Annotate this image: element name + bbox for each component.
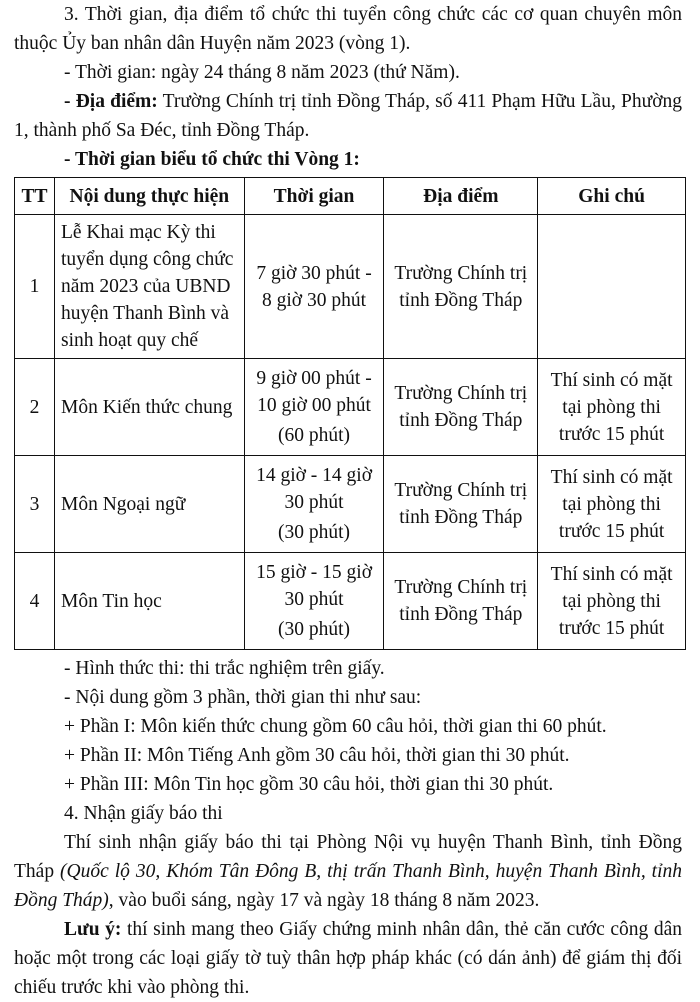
exam-part-2: + Phần II: Môn Tiếng Anh gồm 30 câu hỏi, thời gian thi 30 phút. [64,745,570,766]
location-text: Trường Chính trị tỉnh Đồng Tháp, số 411 Phạm Hữu Lầu, Phường 1, thành phố Sa Đéc, tỉnh Đồng Tháp. [14,91,682,141]
cell-note: Thí sinh có mặt tại phòng thi trước 15 phút [538,553,686,650]
section4-heading: 4. Nhận giấy báo thi [64,803,223,824]
cell-tt: 4 [15,553,55,650]
section4-paragraph [14,828,682,915]
cell-content: Môn Kiến thức chung [54,359,244,456]
cell-place: Trường Chính trị tỉnh Đồng Tháp [384,359,538,456]
schedule-table [14,177,686,650]
location-label: - Địa điểm: [64,91,158,112]
cell-tt: 2 [15,359,55,456]
cell-time [244,553,384,650]
exam-part-3: + Phần III: Môn Tin học gồm 30 câu hỏi, thời gian thi 30 phút. [64,774,554,795]
cell-place: Trường Chính trị tỉnh Đồng Tháp [384,215,538,359]
time-range: 15 giờ - 15 giờ 30 phút [256,562,373,610]
schedule-heading-text: - Thời gian biểu tổ chức thi Vòng 1: [64,149,360,170]
cell-place: Trường Chính trị tỉnh Đồng Tháp [384,553,538,650]
cell-tt: 3 [15,456,55,553]
cell-place: Trường Chính trị tỉnh Đồng Tháp [384,456,538,553]
section4-address-italic: (Quốc lộ 30, Khóm Tân Đông B, thị trấn Thanh Bình, huyện Thanh Bình, tỉnh Đồng Tháp) [14,861,682,911]
cell-time [244,359,384,456]
time-duration: (60 phút) [278,425,351,446]
time-range: 14 giờ - 14 giờ 30 phút [256,465,373,513]
time-range: 7 giờ 30 phút - 8 giờ 30 phút [256,262,372,311]
cell-content: Môn Ngoại ngữ [54,456,244,553]
exam-format-line: - Hình thức thi: thi trắc nghiệm trên giấy. [64,658,385,679]
schedule-heading [14,145,682,174]
table-header-row [15,178,686,215]
cell-note [538,215,686,359]
table-row [15,456,686,553]
cell-content: Môn Tin học [54,553,244,650]
section4-text-a: Thí sinh nhận giấy báo thi tại Phòng Nội vụ huyện Thanh Bình, tỉnh Đồng Tháp [14,832,682,882]
cell-time [244,456,384,553]
time-duration: (30 phút) [278,619,351,640]
exam-part-1: + Phần I: Môn kiến thức chung gồm 60 câu hỏi, thời gian thi 60 phút. [64,716,607,737]
exam-location-paragraph [14,87,682,145]
header-place: Địa điểm [384,178,538,215]
cell-note: Thí sinh có mặt tại phòng thi trước 15 phút [538,456,686,553]
table-row [15,215,686,359]
time-duration: (30 phút) [278,522,351,543]
table-row [15,553,686,650]
cell-tt: 1 [15,215,55,359]
time-range: 9 giờ 00 phút - 10 giờ 00 phút [256,368,372,416]
header-content: Nội dung thực hiện [54,178,244,215]
note-label: Lưu ý: [64,919,122,940]
table-row [15,359,686,456]
exam-content-intro: - Nội dung gồm 3 phần, thời gian thi như sau: [64,687,422,708]
header-note: Ghi chú [538,178,686,215]
cell-time [244,215,384,359]
section4-text-b: , vào buổi sáng, ngày 17 và ngày 18 tháng 8 năm 2023. [108,890,540,911]
cell-note: Thí sinh có mặt tại phòng thi trước 15 phút [538,359,686,456]
section3-heading: 3. Thời gian, địa điểm tổ chức thi tuyển công chức các cơ quan chuyên môn thuộc Ủy ban nhân dân Huyện năm 2023 (vòng 1). [14,4,682,54]
exam-time-line: - Thời gian: ngày 24 tháng 8 năm 2023 (thứ Năm). [64,62,460,83]
note-text: thí sinh mang theo Giấy chứng minh nhân dân, thẻ căn cước công dân hoặc một trong các loại giấy tờ tuỳ thân hợp pháp khác (có dán ảnh) để giám thị đối chiếu trước khi vào phòng thi. [14,919,682,998]
header-tt: TT [15,178,55,215]
header-time: Thời gian [244,178,384,215]
cell-content: Lễ Khai mạc Kỳ thi tuyển dụng công chức năm 2023 của UBND huyện Thanh Bình và sinh hoạt quy chế [54,215,244,359]
